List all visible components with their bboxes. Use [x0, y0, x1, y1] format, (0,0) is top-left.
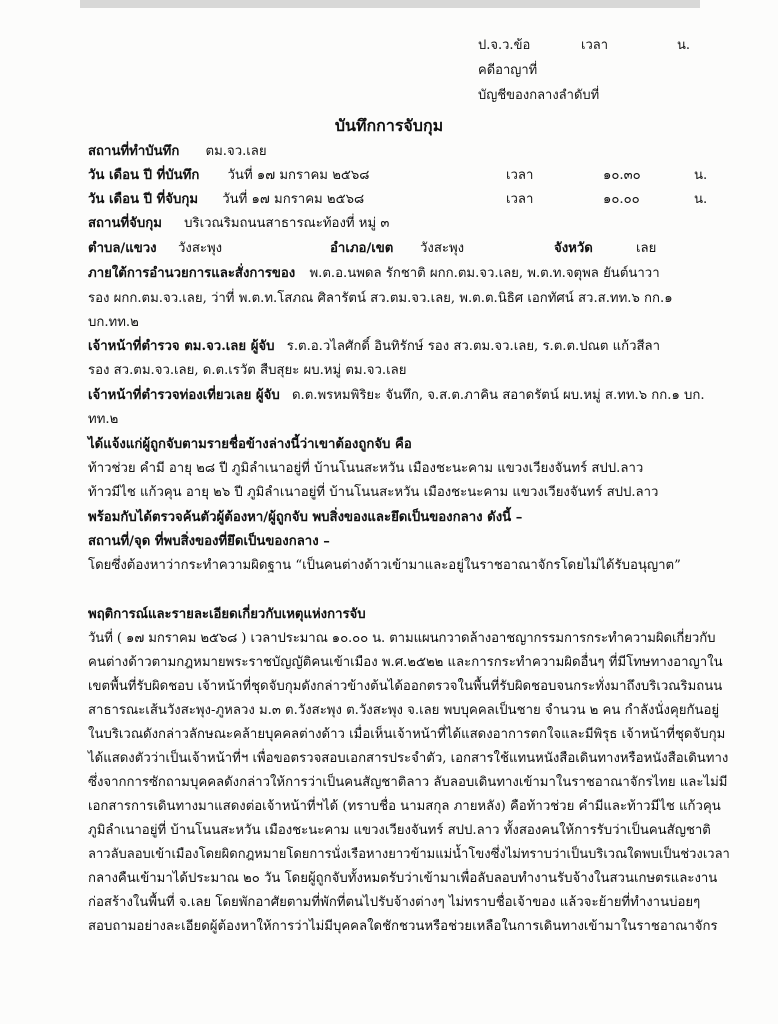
arrest-date-label: วัน เดือน ปี ที่จับกุม: [88, 192, 199, 207]
subdistrict-value: วังสะพุง: [178, 241, 223, 256]
narrative-line: สาธารณะเส้นวังสะพุง-ภูหลวง ม.๓ ต.วังสะพุง ต.วังสะพุง จ.เลย พบบุคคลเป็นชาย จำนวน ๒ คน กำลังนั่งคุยกันอยู่: [88, 703, 720, 718]
narrative: [88, 627, 738, 939]
narrative-line: สอบถามอย่างละเอียดผู้ต้องหาให้การว่าไม่มีบุคคลใดชักชวนหรือช่วยเหลือในการเดินทางเข้ามาในราชอาณาจักร: [88, 919, 718, 934]
record-date-label: วัน เดือน ปี ที่บันทึก: [88, 168, 200, 183]
section-title: พฤติการณ์และรายละเอียดเกี่ยวกับเหตุแห่งการจับ: [88, 607, 366, 622]
officers-tour-line-1: [88, 384, 705, 408]
subdistrict-label: ตำบล/แขวง: [88, 241, 157, 256]
scan-edge-shadow: [80, 0, 700, 8]
evidence-place: สถานที่/จุด ที่พบสิ่งของที่ยึดเป็นของกลาง –: [88, 534, 330, 549]
officers-imm-text-1: ร.ต.อ.วไลศักดิ์ อินทิรักษ์ รอง สว.ตม.จว.เลย, ร.ต.ต.ปณต แก้วสีลา: [286, 339, 661, 354]
search-statement: พร้อมกับได้ตรวจค้นตัวผู้ต้องหา/ผู้ถูกจับ พบสิ่งของและยึดเป็นของกลาง ดังนี้ –: [88, 510, 523, 525]
location-line: [88, 237, 738, 261]
header-pjw-label: ป.จ.ว.ข้อ: [478, 38, 531, 53]
arrest-notice: ได้แจ้งแก่ผู้ถูกจับตามรายชื่อข้างล่างนี้ว่าเขาต้องถูกจับ คือ: [88, 437, 412, 452]
narrative-line: กลางคืนเข้ามาได้ประมาณ ๒๐ วัน โดยผู้ถูกจับทั้งหมดรับว่าเข้ามาเพื่อลับลอบทำงานรับจ้างในสวนเกษตรและงาน: [88, 871, 718, 886]
header-row-1: [478, 34, 758, 59]
header-time-label: เวลา: [581, 38, 609, 53]
province-value: เลย: [636, 241, 657, 256]
record-place-value: ตม.จว.เลย: [205, 144, 267, 159]
arrest-time-unit: น.: [694, 192, 708, 207]
arrest-place-value: บริเวณริมถนนสาธารณะท้องที่ หมู่ ๓: [184, 216, 390, 231]
header-unit-label: น.: [677, 38, 691, 53]
narrative-line: ซึ่งจากการซักถามบุคคลดังกล่าวให้การว่าเป็นคนสัญชาติลาว ลับลอบเดินทางเข้ามาในราชอาณาจักรไทย และไม่มี: [88, 775, 728, 790]
command-line-1: [88, 262, 660, 286]
arrest-time-value: ๑๐.๐๐: [603, 192, 640, 207]
record-date-line: [88, 164, 738, 188]
record-time-unit: น.: [694, 168, 708, 183]
suspect-1: ท้าวช่วย คำมี อายุ ๒๘ ปี ภูมิลำเนาอยู่ที่ บ้านโนนสะหวัน เมืองชะนะคาม แขวงเวียงจันทร์ สปป.ลาว: [88, 461, 644, 476]
record-time-value: ๑๐.๓๐: [603, 168, 641, 183]
narrative-line: เอกสารการเดินทางมาแสดงต่อเจ้าหน้าที่ฯได้ (ทราบชื่อ นามสกุล ภายหลัง) คือท้าวช่วย คำมีและท้าวมีไช แก้วคุน: [88, 799, 721, 814]
district-label: อำเภอ/เขต: [330, 241, 394, 256]
command-line-3: บก.ทท.๒: [88, 315, 139, 330]
narrative-line: เขตพื้นที่รับผิดชอบ เจ้าหน้าที่ชุดจับกุมดังกล่าวข้างต้นได้ออกตรวจในพื้นที่รับผิดชอบจนกระทั่งมาถึงบริเวณริมถนน: [88, 679, 723, 694]
command-label: ภายใต้การอำนวยการและสั่งการของ: [88, 266, 296, 281]
officers-tour-label: เจ้าหน้าที่ตำรวจท่องเที่ยวเลย ผู้จับ: [88, 388, 280, 403]
header-row-2: คดีอาญาที่: [478, 63, 538, 78]
command-line-2: รอง ผกก.ตม.จว.เลย, ว่าที่ พ.ต.ท.โสภณ ศิลารัตน์ สว.ตม.จว.เลย, พ.ต.ต.นิธิศ เอกทัศน์ สว.ส.ทท.๖ กก.๑: [88, 291, 673, 306]
record-time-label: เวลา: [506, 168, 534, 183]
record-date-value: วันที่ ๑๗ มกราคม ๒๕๖๘: [227, 168, 370, 183]
district-value: วังสะพุง: [420, 241, 465, 256]
narrative-line: ในบริเวณดังกล่าวลักษณะคล้ายบุคคลต่างด้าว เมื่อเห็นเจ้าหน้าที่ได้แสดงอาการตกใจและมีพิรุธ เจ้าหน้าที่ชุดจับกุม: [88, 727, 726, 742]
officers-tour-line-2: ทท.๒: [88, 412, 119, 427]
officers-imm-line-1: [88, 335, 660, 359]
charge-statement: โดยซึ่งต้องหาว่ากระทำความผิดฐาน “เป็นคนต่างด้าวเข้ามาและอยู่ในราชอาณาจักรโดยไม่ได้รับอนุญาต”: [88, 558, 681, 573]
narrative-line: ลาวลับลอบเข้าเมืองโดยผิดกฎหมายโดยการนั่งเรือหางยาวข้ามแม่น้ำโขงซึ่งไม่ทราบว่าเป็นบริเวณใดพบเป็นช่วงเวลา: [88, 847, 730, 862]
officers-imm-line-2: รอง สว.ตม.จว.เลย, ด.ต.เรวัต สืบสุยะ ผบ.หมู่ ตม.จว.เลย: [88, 363, 407, 378]
arrest-date-value: วันที่ ๑๗ มกราคม ๒๕๖๘: [222, 192, 365, 207]
suspect-2: ท้าวมีไช แก้วคุน อายุ ๒๖ ปี ภูมิลำเนาอยู่ที่ บ้านโนนสะหวัน เมืองชะนะคาม แขวงเวียงจันทร์ สปป.ลาว: [88, 485, 659, 500]
narrative-line: ภูมิลำเนาอยู่ที่ บ้านโนนสะหวัน เมืองชะนะคาม แขวงเวียงจันทร์ สปป.ลาว ทั้งสองคนให้การรับว่าเป็นคนสัญชาติ: [88, 823, 711, 838]
narrative-line: คนต่างด้าวตามกฎหมายพระราชบัญญัติคนเข้าเมือง พ.ศ.๒๕๒๒ และการกระทำความผิดอื่นๆ ที่มีโทษทางอาญาใน: [88, 655, 723, 670]
arrest-place-label: สถานที่จับกุม: [88, 216, 162, 231]
document-title: บันทึกการจับกุม: [334, 116, 444, 135]
record-place-line: [88, 140, 267, 164]
header-row-3: บัญชีของกลางลำดับที่: [478, 88, 600, 103]
case-header-block: [478, 34, 758, 109]
officers-imm-label: เจ้าหน้าที่ตำรวจ ตม.จว.เลย ผู้จับ: [88, 339, 275, 354]
province-label: จังหวัด: [554, 241, 593, 256]
narrative-line: ก่อสร้างในพื้นที่ จ.เลย โดยพักอาศัยตามที่พักที่ตนไปรับจ้างต่างๆ ไม่ทราบชื่อเจ้าของ แล้วจะย้ายที่ทำงานบ่อยๆ: [88, 895, 701, 910]
arrest-place-line: [88, 212, 389, 236]
narrative-line: วันที่ ( ๑๗ มกราคม ๒๕๖๘ ) เวลาประมาณ ๑๐.๐๐ น. ตามแผนกวาดล้างอาชญากรรมการกระทำความผิดเกี่ยวกับ: [88, 631, 716, 646]
arrest-date-line: [88, 188, 738, 212]
command-text-1: พ.ต.อ.นพดล รักชาติ ผกก.ตม.จว.เลย, พ.ต.ท.จตุพล ยันต์นาวา: [309, 266, 660, 281]
narrative-line: ได้แสดงตัวว่าเป็นเจ้าหน้าที่ฯ เพื่อขอตรวจสอบเอกสารประจำตัว, เอกสารใช้แทนหนังสือเดินทางหรือหนังสือเดินทาง: [88, 751, 729, 766]
officers-tour-text-1: ด.ต.พรหมพิริยะ จันทึก, จ.ส.ต.ภาคิน สอาดรัตน์ ผบ.หมู่ ส.ทท.๖ กก.๑ บก.: [291, 388, 705, 403]
arrest-time-label: เวลา: [506, 192, 534, 207]
record-place-label: สถานที่ทำบันทึก: [88, 144, 180, 159]
